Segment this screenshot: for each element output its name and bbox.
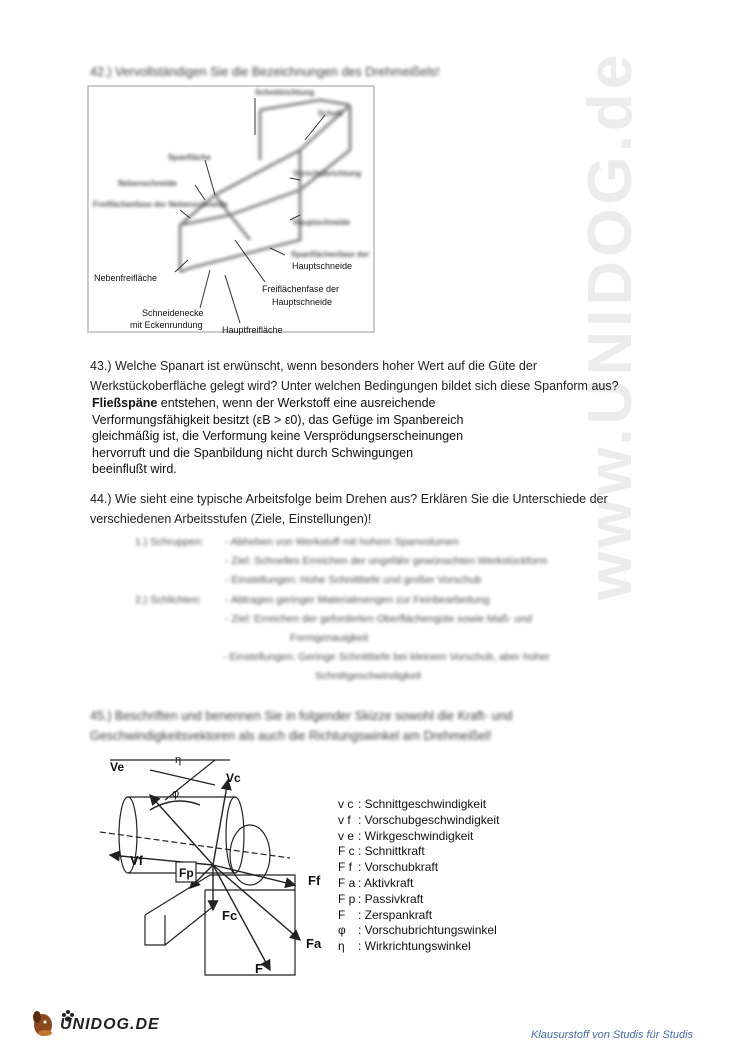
legend-symbol: φ (338, 923, 346, 938)
legend-text: : Aktivkraft (358, 875, 414, 890)
legend-row (338, 844, 499, 860)
answer-line2: Verformungsfähigkeit besitzt (εB > ε0), das Gefüge im Spanbereich (92, 412, 464, 427)
label-nebenfreiflaeche: Nebenfreifläche (94, 273, 158, 283)
diagram-label-f: F (255, 961, 263, 976)
q45-legend (338, 797, 499, 955)
q43-question (90, 356, 619, 396)
q44-question-line1: 44.) Wie sieht eine typische Arbeitsfolge beim Drehen aus? Erklären Sie die Unterschiede der (90, 492, 608, 506)
step2-d: - Einstellungen: Geringe Schnitttiefe bei kleinem Vorschub, aber hoher (223, 651, 550, 664)
legend-text: : Zerspankraft (358, 907, 433, 922)
legend-text: : Schnittgeschwindigkeit (358, 797, 487, 811)
footer-tagline: Klausurstoff von Studis für Studis (531, 1029, 694, 1041)
step2-c: Formgenauigkeit (290, 631, 369, 644)
step1-label: 1.) Schruppen: (135, 536, 204, 548)
legend-symbol: F c (338, 844, 355, 859)
q45-force-vector-diagram (0, 740, 340, 990)
answer-keyword: Fließspäne (92, 396, 158, 410)
q44-question-line2: verschiedenen Arbeitsstufen (Ziele, Einstellungen)! (90, 512, 372, 526)
diagram-label-eta: η (175, 754, 182, 766)
legend-row (338, 923, 499, 939)
q44-answer (135, 533, 625, 687)
label-spanflaechenfase-b: Hauptschneide (292, 261, 353, 271)
step2-a: - Abtragen geringer Materialmengen zur Feinbearbeitung (225, 593, 490, 606)
legend-text: : Passivkraft (358, 891, 424, 906)
answer-line4: hervorruft und die Spanbildung nicht durch Schwingungen (92, 445, 414, 460)
legend-row (338, 860, 499, 876)
legend-row (338, 939, 499, 955)
label-spanflaeche: Spanfläche (168, 153, 211, 162)
legend-row (338, 813, 499, 829)
answer-line1: entstehen, wenn der Werkstoff eine ausreichende (157, 396, 436, 410)
step1-a: - Abheben von Werkstoff mit hohem Spanvolumen (225, 536, 459, 548)
diagram-label-vc: Vc (226, 771, 241, 785)
legend-text: : Schnittkraft (358, 844, 425, 859)
q43-question-line2: Werkstückoberfläche gelegt wird? Unter welchen Bedingungen bildet sich diese Spanform aus? (90, 379, 619, 393)
legend-text: : Vorschubkraft (358, 860, 439, 875)
q42-lathe-tool-diagram (0, 0, 750, 340)
label-freiflaechenfase-neben: Freiflächenfase der Nebenschneide (93, 200, 228, 209)
diagram-label-fp: Fp (179, 866, 194, 880)
legend-text: : Vorschubgeschwindigkeit (358, 812, 500, 827)
label-freiflaechenfase-haupt-b: Hauptschneide (272, 297, 333, 307)
label-vorschubrichtung: Vorschubrichtung (293, 169, 362, 178)
logo-text: UNIDOG.DE (60, 1016, 160, 1033)
label-schneidenecke-a: Schneidenecke (142, 308, 204, 318)
step1-c: - Einstellungen: Hohe Schnitttiefe und großer Vorschub (225, 574, 482, 587)
legend-symbol: v e (338, 828, 355, 843)
label-nebenschneide: Nebenschneide (118, 179, 178, 188)
q43-answer (92, 395, 463, 478)
legend-row (338, 797, 499, 813)
legend-symbol: F f (338, 860, 352, 875)
step2-e: Schnittgeschwindigkeit (315, 670, 422, 683)
step1-b: - Ziel: Schnelles Erreichen der ungefähr gewünschten Werkstückform (225, 555, 548, 567)
q45-question-line2: Geschwindigkeitsvektoren als auch die Richtungswinkel am Drehmeißel! (90, 729, 492, 743)
legend-row (338, 908, 499, 924)
diagram-label-fc: Fc (222, 908, 238, 923)
legend-text: : Wirkrichtungswinkel (358, 939, 471, 954)
answer-line3: gleichmäßig ist, die Verformung keine Versprödungserscheinungen (92, 429, 464, 443)
legend-symbol: v f (338, 812, 351, 827)
legend-symbol: η (338, 939, 345, 954)
legend-symbol: v c (338, 797, 354, 811)
answer-line5: beeinflußt wird. (92, 462, 177, 476)
legend-text: : Vorschubrichtungswinkel (358, 923, 497, 938)
legend-symbol: F p (338, 891, 356, 906)
diagram-label-ff: Ff (308, 873, 321, 888)
diagram-label-phi: φ (172, 788, 180, 800)
q42-heading: 42.) Vervollständigen Sie die Bezeichnungen des Drehmeißels! (90, 65, 440, 79)
q44-question (90, 489, 608, 529)
legend-row (338, 829, 499, 845)
legend-row (338, 876, 499, 892)
label-hauptschneide: Hauptschneide (293, 218, 351, 227)
label-spanflaechenfase-a: Spanflächenfase der (291, 250, 370, 259)
label-schaft: Schaft (318, 109, 343, 118)
legend-text: : Wirkgeschwindigkeit (358, 828, 474, 843)
legend-symbol: F a (338, 875, 356, 890)
step2-b: - Ziel: Erreichen der geforderten Oberflächengüte sowie Maß- und (225, 612, 532, 625)
label-schnittrichtung: Schnittrichtung (255, 88, 315, 97)
label-schneidenecke-b: mit Eckenrundung (130, 320, 203, 330)
q43-question-line1: 43.) Welche Spanart ist erwünscht, wenn besonders hoher Wert auf die Güte der (90, 359, 538, 373)
label-hauptfreiflaeche: Hauptfreifläche (222, 325, 283, 335)
step2-label: 2.) Schlichten: (135, 593, 202, 606)
watermark: www.UNIDOG.de (576, 50, 645, 600)
diagram-label-fa: Fa (306, 936, 322, 951)
legend-symbol: F (338, 907, 346, 922)
label-freiflaechenfase-haupt-a: Freiflächenfase der (262, 284, 340, 294)
legend-row (338, 892, 499, 908)
q45-question-line1: 45.) Beschriften und benennen Sie in folgender Skizze sowohl die Kraft- und (90, 709, 513, 723)
diagram-label-ve: Ve (110, 760, 125, 774)
diagram-label-vf: Vf (130, 853, 143, 868)
